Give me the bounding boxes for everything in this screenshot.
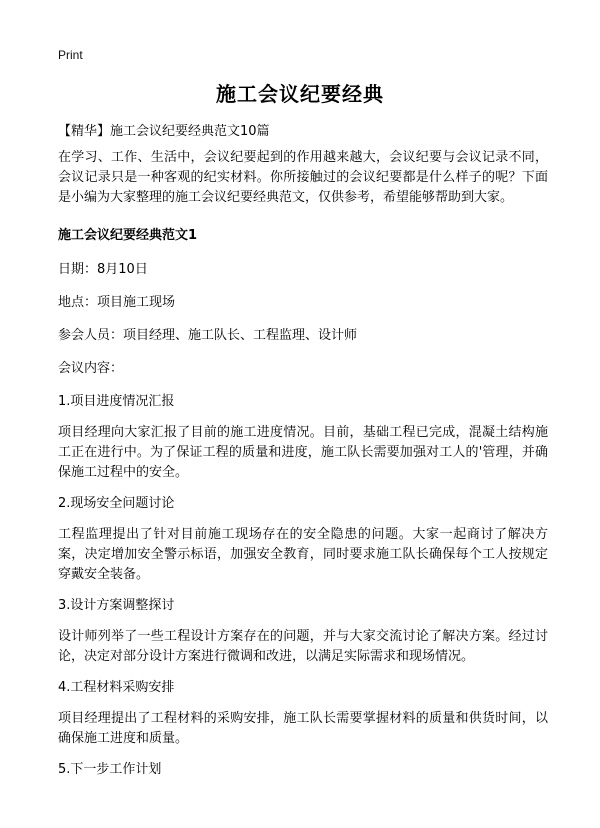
- item-title: 2.现场安全问题讨论: [58, 496, 175, 511]
- document-subtitle: 【精华】施工会议纪要经典范文10篇: [58, 124, 270, 139]
- meeting-location: 地点：项目施工现场: [58, 295, 176, 310]
- item-text: 项目经理提出了工程材料的采购安排，施工队长需要掌握材料的质量和供货时间，以确保施工进度和质量。: [58, 711, 548, 746]
- meeting-date: 日期：8月10日: [58, 262, 148, 277]
- print-label[interactable]: Print: [58, 48, 83, 62]
- item-title: 3.设计方案调整探讨: [58, 598, 175, 613]
- meeting-content-label: 会议内容：: [58, 361, 124, 376]
- document-title: 施工会议纪要经典: [216, 82, 384, 106]
- intro-paragraph: 在学习、工作、生活中，会议纪要起到的作用越来越大，会议纪要与会议记录不同，会议记录只是一种客观的纪实材料。你所接触过的会议纪要都是什么样子的呢？下面是小编为大家整理的施工会议纪要经典范文，仅供参考，希望能够帮助到大家。: [58, 150, 548, 205]
- item-title: 1.项目进度情况汇报: [58, 394, 175, 409]
- item-text: 工程监理提出了针对目前施工现场存在的安全隐患的问题。大家一起商讨了解决方案，决定增加安全警示标语，加强安全教育，同时要求施工队长确保每个工人按规定穿戴安全装备。: [58, 527, 548, 582]
- item-text: 项目经理向大家汇报了目前的施工进度情况。目前，基础工程已完成，混凝土结构施工正在进行中。为了保证工程的质量和进度，施工队长需要加强对工人的'管理，并确保施工过程中的安全。: [58, 425, 548, 480]
- item-title: 4.工程材料采购安排: [58, 680, 175, 695]
- item-text: 设计师列举了一些工程设计方案存在的问题，并与大家交流讨论了解决方案。经过讨论，决定对部分设计方案进行微调和改进，以满足实际需求和现场情况。: [58, 629, 548, 664]
- document-content: [58, 148, 548, 791]
- meeting-attendees: 参会人员：项目经理、施工队长、工程监理、设计师: [58, 328, 358, 343]
- item-title: 5.下一步工作计划: [58, 762, 162, 777]
- section-title: 施工会议纪要经典范文1: [58, 228, 198, 243]
